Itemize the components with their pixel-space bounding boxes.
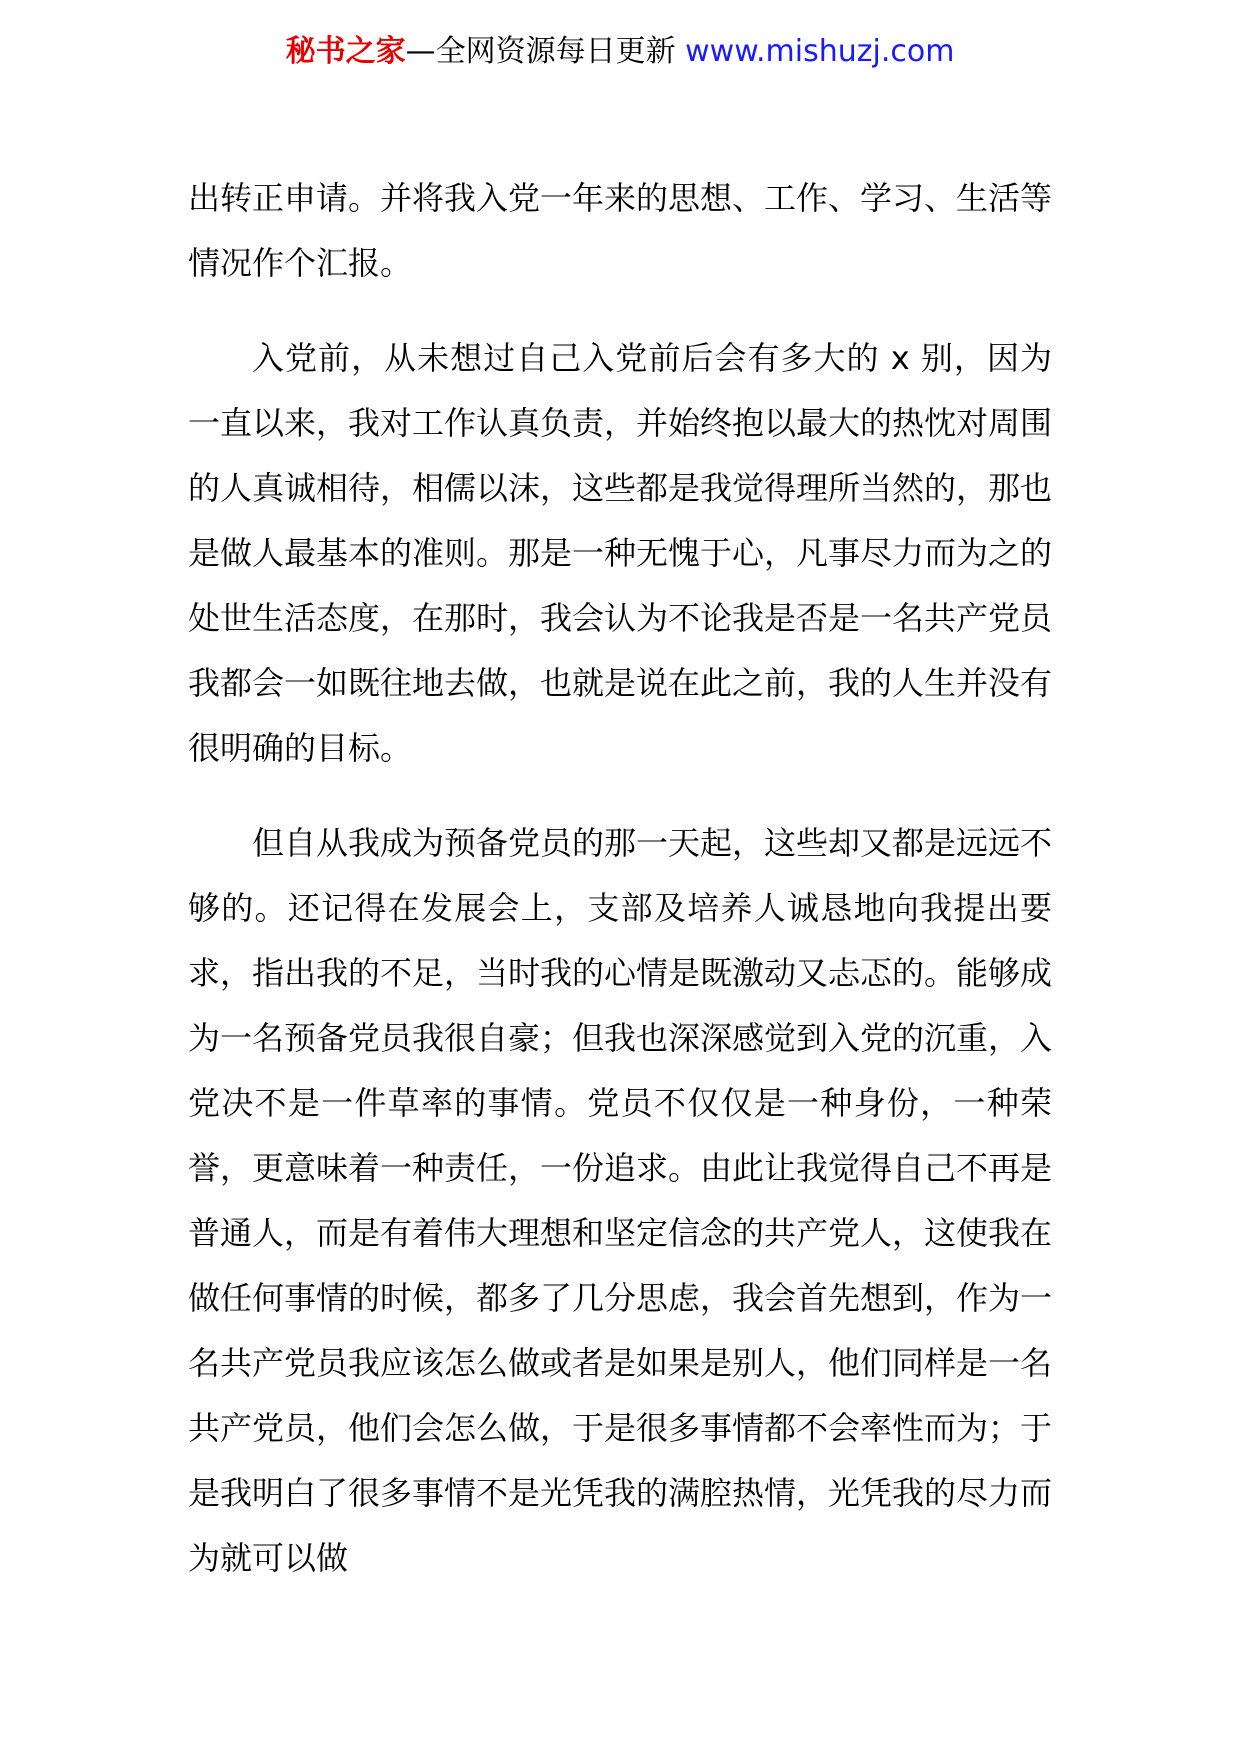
paragraph-continuation: 出转正申请。并将我入党一年来的思想、工作、学习、生活等情况作个汇报。: [188, 179, 1053, 282]
page-header: [0, 30, 1240, 74]
paragraph-after-probation: 但自从我成为预备党员的那一天起，这些却又都是远远不够的。还记得在发展会上，支部及培养人诚恳地向我提出要求，指出我的不足，当时我的心情是既激动又忐忑的。能够成为一名预备党员我很自豪；但我也深深感觉到入党的沉重，入党决不是一件草率的事情。党员不仅仅是一种身份，一种荣誉，更意味着一种责任，一份追求。由此让我觉得自己不再是普通人，而是有着伟大理想和坚定信念的共产党人，这使我在做任何事情的时候，都多了几分思虑，我会首先想到，作为一名共产党员我应该怎么做或者是如果是别人，他们同样是一名共产党员，他们会怎么做，于是很多事情都不会率性而为；于是我明白了很多事情不是光凭我的满腔热情，光凭我的尽力而为就可以做: [188, 824, 1053, 1577]
site-brand: 秘书之家: [285, 34, 406, 69]
site-tagline: —全网资源每日更新: [405, 34, 676, 69]
paragraph-before-joining: 入党前，从未想过自己入党前后会有多大的 x 别，因为一直以来，我对工作认真负责，并始终抱以最大的热忱对周围的人真诚相待，相儒以沫，这些都是我觉得理所当然的，那也是做人最基本的准则。那是一种无愧于心，凡事尽力而为之的处世生活态度，在那时，我会认为不论我是否是一名共产党员我都会一如既往地去做，也就是说在此之前，我的人生并没有很明确的目标。: [188, 339, 1053, 767]
site-url-link[interactable]: www.mishuzj.com: [685, 34, 955, 69]
document-body: [188, 166, 1052, 1591]
